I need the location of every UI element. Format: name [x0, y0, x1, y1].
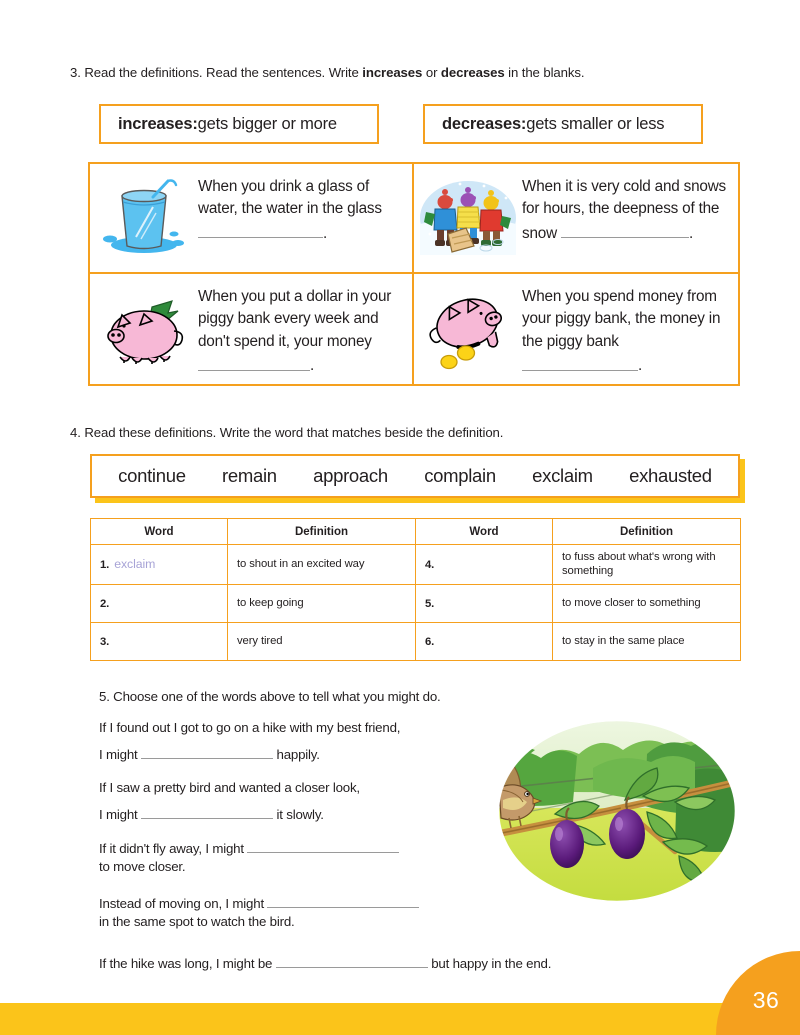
table-cell-definition-3: very tired: [228, 622, 416, 660]
answer-blank-s5-4[interactable]: [267, 893, 419, 908]
grid-cell-snow: [414, 164, 738, 274]
s5-item1-prefix: I might: [99, 746, 138, 762]
definition-meaning-increases: gets bigger or more: [197, 114, 337, 133]
table-cell-word-4[interactable]: [416, 545, 553, 585]
answer-blank-glass[interactable]: [198, 221, 323, 238]
answer-blank-s5-1[interactable]: [141, 744, 273, 759]
section-3-instruction: [70, 65, 584, 80]
section-5-item-3-line-1: [99, 838, 399, 856]
instruction-bold-increases: increases: [362, 65, 423, 80]
answer-blank-s5-3[interactable]: [247, 838, 399, 853]
section-5-item-1-line-2: [99, 744, 320, 762]
section-5-item-5-line-1: [99, 953, 551, 971]
piggy-bank-with-dollar-icon: [90, 274, 198, 384]
children-sledding-in-snow-icon: [414, 164, 522, 272]
section-5-item-4-line-1: [99, 893, 419, 911]
table-cell-definition-4: to fuss about what's wrong with something: [553, 545, 741, 585]
answer-blank-s5-2[interactable]: [141, 804, 273, 819]
s5-item1-suffix: happily.: [276, 746, 320, 762]
definition-box-increases: [99, 104, 379, 144]
row-number-4: 4.: [425, 558, 435, 571]
instruction-text-mid: or: [422, 65, 441, 80]
table-row: [91, 622, 741, 660]
section-4-instruction: 4. Read these definitions. Write the word that matches beside the definition.: [70, 425, 504, 440]
sentence-text-snow: When it is very cold and snows for hours, the deepness of the snow: [522, 178, 726, 243]
word-bank-item-approach[interactable]: approach: [313, 465, 388, 486]
table-row: [91, 545, 741, 585]
table-cell-definition-5: to move closer to something: [553, 584, 741, 622]
footer-bar: [0, 1003, 800, 1035]
grid-cell-piggy-spending: [414, 274, 738, 384]
table-cell-definition-6: to stay in the same place: [553, 622, 741, 660]
answer-text-1: exclaim: [114, 556, 156, 571]
s5-item4-prefix: Instead of moving on, I might: [99, 895, 264, 911]
word-bank-item-exhausted[interactable]: exhausted: [629, 465, 712, 486]
section-5-item-2-line-2: [99, 804, 324, 822]
table-cell-word-2[interactable]: [91, 584, 228, 622]
word-bank-item-complain[interactable]: complain: [424, 465, 496, 486]
row-number-3: 3.: [100, 635, 110, 648]
table-header-definition-left: Definition: [228, 519, 416, 545]
s5-item2-prefix: I might: [99, 806, 138, 822]
grid-cell-text-glass: [198, 164, 412, 246]
s5-item3-prefix: If it didn't fly away, I might: [99, 840, 244, 856]
table-cell-word-3[interactable]: [91, 622, 228, 660]
grid-cell-text-piggy-spending: [522, 274, 738, 378]
s5-item2-suffix: it slowly.: [276, 806, 324, 822]
word-bank-item-continue[interactable]: continue: [118, 465, 186, 486]
definition-word-increases: increases:: [118, 114, 198, 133]
answer-blank-piggy-saving[interactable]: [198, 353, 310, 370]
glass-of-water-icon: [90, 164, 198, 272]
sentence-period-piggy-saving: .: [310, 357, 315, 375]
word-bank-container: [90, 454, 740, 498]
piggy-bank-spilling-coins-icon: [414, 274, 522, 384]
instruction-text-pre: 3. Read the definitions. Read the sentences. Write: [70, 65, 363, 80]
answer-blank-snow[interactable]: [561, 221, 689, 238]
grid-cell-glass-of-water: [90, 164, 414, 274]
definition-meaning-decreases: gets smaller or less: [526, 114, 665, 133]
section-5-instruction: 5. Choose one of the words above to tell what you might do.: [99, 689, 441, 704]
section-5-item-4-line-2: in the same spot to watch the bird.: [99, 914, 295, 929]
section-5-item-2-line-1: If I saw a pretty bird and wanted a closer look,: [99, 780, 360, 795]
table-row: [91, 584, 741, 622]
definition-word-decreases: decreases:: [442, 114, 527, 133]
table-cell-word-1[interactable]: [91, 545, 228, 585]
row-number-5: 5.: [425, 597, 435, 610]
table-cell-word-5[interactable]: [416, 584, 553, 622]
section-5-item-3-line-2: to move closer.: [99, 859, 186, 874]
word-bank: [90, 454, 740, 498]
grid-cell-text-piggy-saving: [198, 274, 412, 378]
row-number-6: 6.: [425, 635, 435, 648]
row-number-2: 2.: [100, 597, 110, 610]
table-cell-definition-1: to shout in an excited way: [228, 545, 416, 585]
definition-box-decreases: [423, 104, 703, 144]
answer-blank-s5-5[interactable]: [276, 953, 428, 968]
section-5-item-1-line-1: If I found out I got to go on a hike with my best friend,: [99, 720, 401, 735]
sentence-text-glass: When you drink a glass of water, the water in the glass: [198, 178, 382, 218]
word-bank-item-remain[interactable]: remain: [222, 465, 277, 486]
table-header-word-left: Word: [91, 519, 228, 545]
s5-item5-prefix: If the hike was long, I might be: [99, 955, 273, 971]
table-cell-word-6[interactable]: [416, 622, 553, 660]
sentence-text-piggy-spending: When you spend money from your piggy bank, the money in the piggy bank: [522, 288, 721, 350]
bird-on-plum-branch-icon: [497, 716, 737, 906]
definition-table: [90, 518, 741, 661]
table-header-row: [91, 519, 741, 545]
word-bank-item-exclaim[interactable]: exclaim: [532, 465, 593, 486]
page-number: 36: [752, 986, 780, 1013]
sentence-picture-grid: [88, 162, 740, 386]
row-number-1: 1.: [100, 558, 110, 571]
grid-cell-text-snow: [522, 164, 738, 246]
instruction-bold-decreases: decreases: [440, 65, 505, 80]
grid-cell-piggy-saving: [90, 274, 414, 384]
table-header-word-right: Word: [416, 519, 553, 545]
sentence-period-piggy-spending: .: [638, 357, 643, 375]
instruction-text-post: in the blanks.: [504, 65, 585, 80]
sentence-period-glass: .: [323, 225, 328, 243]
table-cell-definition-2: to keep going: [228, 584, 416, 622]
answer-blank-piggy-spending[interactable]: [522, 353, 638, 370]
s5-item5-suffix: but happy in the end.: [431, 955, 552, 971]
page-number-badge: [716, 951, 800, 1035]
table-header-definition-right: Definition: [553, 519, 741, 545]
sentence-period-snow: .: [688, 225, 694, 243]
sentence-text-piggy-saving: When you put a dollar in your piggy bank every week and don't spend it, your money: [198, 288, 392, 350]
